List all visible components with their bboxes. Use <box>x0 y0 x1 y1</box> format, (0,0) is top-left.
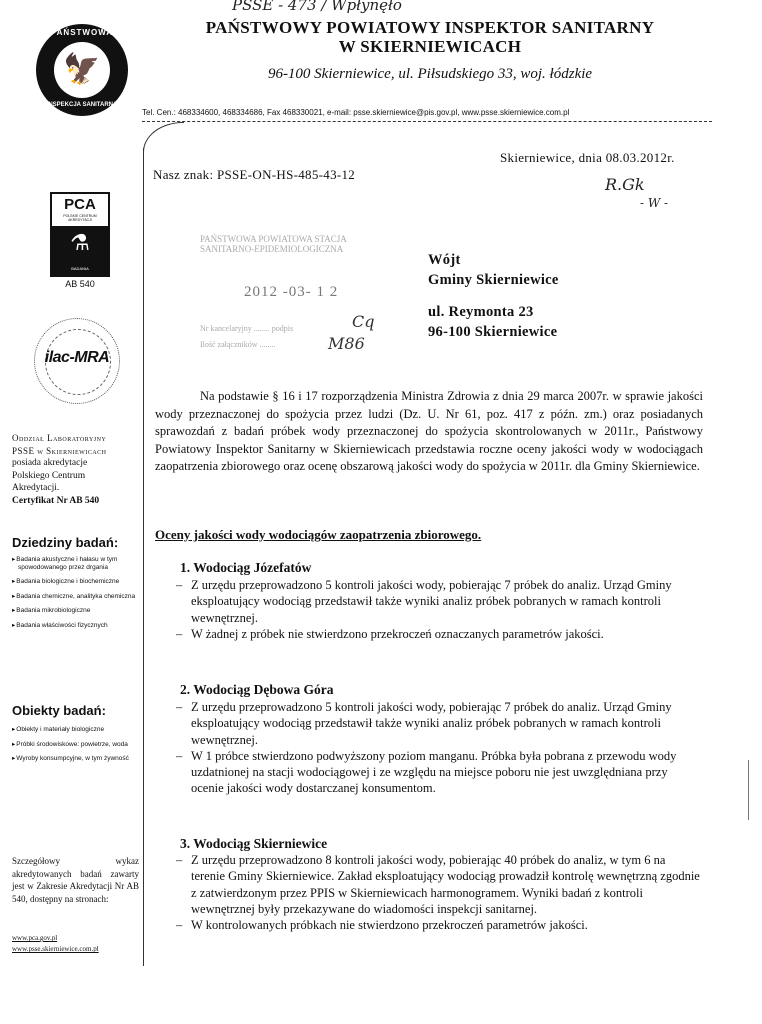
list-item-text: Z urzędu przeprowadzono 5 kontroli jakości wody, pobierając 7 próbek do analiz. Urząd Gminy eksploatujący wodociąg przedstawił także wyniki analiz próbek pobranych w ramach kontroli wewnętrznej. <box>191 700 672 747</box>
accreditation-links <box>12 933 139 955</box>
letter-reference: Nasz znak: PSSE-ON-HS-485-43-12 <box>153 167 356 182</box>
pca-badge <box>52 226 108 275</box>
list-item: – Z urzędu przeprowadzono 5 kontroli jakości wody, pobierając 7 próbek do analiz. Urząd Gminy eksploatujący wodociąg przedstawił także wyniki analiz próbek pobranych w ramach kontroli wewnętrznej. <box>176 700 672 747</box>
list-item-text: W żadnej z próbek nie stwierdzono przekroczeń oznaczanych parametrów jakości. <box>191 626 604 641</box>
list-item: – W kontrolowanych próbkach nie stwierdzono przekroczeń parametrów jakości. <box>176 918 588 933</box>
pca-title: PCA <box>64 196 96 213</box>
list-item: ▸ Próbki środowiskowe: powietrze, woda <box>12 741 137 749</box>
intro-paragraph: Na podstawie § 16 i 17 rozporządzenia Ministra Zdrowia z dnia 29 marca 2007r. w sprawie jakości wody przeznaczonej do spożycia przez ludzi (Dz. U. Nr 61, poz. 417 z późn. zm.) oraz posiadanych sprawozdań z badań próbek wody przeznaczonej do spożycia skontrolowanych w 2011r., Państwowy Powiatowy Inspektor Sanitarny w Skierniewicach przedstawia roczne oceny jakości wody w wodociągach zaopatrzenia zbiorowego oraz ocenę obszarową jakości wody do spożycia w 2011r. dla Gminy Skierniewice. <box>155 389 703 473</box>
section-title: 1. Wodociąg Józefatów <box>180 560 312 575</box>
letter-date: Skierniewice, dnia 08.03.2012r. <box>500 150 675 165</box>
list-item: – W żadnej z próbek nie stwierdzono przekroczeń oznaczanych parametrów jakości. <box>176 626 604 641</box>
institution-contact: Tel. Cen.: 468334600, 468334686, Fax 468330021, e-mail: psse.skierniewice@pis.gov.pl, www.psse.skierniewice.com.pl <box>142 108 570 117</box>
research-fields-heading: Dziedziny badań: <box>12 535 119 550</box>
seal-center <box>54 42 110 98</box>
header-divider <box>142 121 712 122</box>
list-item: ▸ Badania mikrobiologiczne <box>12 607 137 615</box>
section-heading: Oceny jakości wody wodociągów zaopatrzenia zbiorowego. <box>155 527 482 542</box>
list-item: ▸ Badania chemiczne, analityka chemiczna <box>12 593 137 601</box>
stamp-header: PAŃSTWOWA POWIATOWA STACJA SANITARNO-EPIDEMIOLOGICZNA <box>200 234 347 254</box>
list-item: ▸ Wyroby konsumpcyjne, w tym żywność <box>12 755 137 763</box>
psse-link[interactable]: www.psse.skierniewice.com.pl <box>12 945 99 953</box>
flask-icon: ⚗ <box>70 230 90 255</box>
pca-accreditation-logo <box>50 192 110 277</box>
stamp-date: 2012 -03- 1 2 <box>244 284 339 300</box>
recipient-line1: Wójt <box>428 252 461 268</box>
institution-address: 96-100 Skierniewice, ul. Piłsudskiego 33, woj. łódzkie <box>267 66 593 82</box>
stamp-line: Ilość załączników ........ <box>200 340 276 349</box>
section-body <box>172 699 702 797</box>
pca-link[interactable]: www.pca.gov.pl <box>12 934 58 942</box>
research-objects-list <box>12 726 137 770</box>
handwritten-mark: - W - <box>640 196 669 210</box>
pca-code: AB 540 <box>65 279 95 289</box>
lab-accreditation-note <box>12 432 137 507</box>
list-item: – W 1 próbce stwierdzono podwyższony poziom manganu. Próbka była pobrana z przewodu wody uzdatnionej na stacji wodociągowej i ze względu na miejsce poboru nie jest uwzględniana przy ocenie jakości wody dostarczanej konsumentom. <box>176 748 677 796</box>
research-objects-heading: Obiekty badań: <box>12 703 106 718</box>
list-item: ▸ Badania biologiczne i biochemiczne <box>12 578 137 586</box>
state-sanitary-inspection-seal <box>36 24 128 116</box>
pca-badania-label: BADANIA <box>71 266 89 271</box>
ilac-mra-logo <box>34 318 120 404</box>
section-body <box>172 577 702 642</box>
receipt-stamp <box>200 232 380 360</box>
handwritten-stamp-note: Cq <box>352 312 375 331</box>
section-title: 3. Wodociąg Skierniewice <box>180 836 328 851</box>
handwritten-registration-note: PSSE - 473 / Wpłynęło <box>232 0 402 14</box>
list-item: – Z urzędu przeprowadzono 5 kontroli jakości wody, pobierając 7 próbek do analiz. Urząd Gminy eksploatujący wodociąg przedstawił także wyniki analiz próbek pobranych w ramach kontroli wewnętrznej. <box>176 578 672 625</box>
institution-title-line1: PAŃSTWOWY POWIATOWY INSPEKTOR SANITARNY <box>205 18 655 37</box>
recipient-line2: Gminy Skierniewice <box>428 272 559 288</box>
recipient-line3: ul. Reymonta 23 <box>428 304 534 320</box>
ilac-text: ilac-MRA <box>44 349 110 366</box>
scan-margin-mark <box>748 760 749 820</box>
list-item-text: Z urzędu przeprowadzono 8 kontroli jakości wody, pobierając 40 próbek do analiz, w tym 6 na terenie Gminy Skierniewice. Zakład eksploatujący wodociąg prowadził kontrolę wewnętrzną zgodnie z zatwierdzonym przez PPIS w Skierniewicach harmonogramem. Wyniki badań z kontroli wewnętrznej były przekazywane do wiadomości inspekcji sanitarnej. <box>191 853 700 916</box>
list-item: – Z urzędu przeprowadzono 8 kontroli jakości wody, pobierając 40 próbek do analiz, w tym 6 na terenie Gminy Skierniewice. Zakład eksploatujący wodociąg prowadził kontrolę wewnętrzną zgodnie z zatwierdzonym przez PPIS w Skierniewicach harmonogramem. Wyniki badań z kontroli wewnętrznej były przekazywane do wiadomości inspekcji sanitarnej. <box>176 853 700 916</box>
lab-line2: PSSE w Skierniewicach <box>12 445 107 456</box>
accreditation-details: Szczegółowy wykaz akredytowanych badań zawarty jest w Zakresie Akredytacji Nr AB 540, dostępny na stronach: <box>12 856 139 904</box>
frame-corner <box>143 122 184 153</box>
eagle-icon: 🦅 <box>63 53 101 86</box>
handwritten-stamp-note: M86 <box>328 334 365 353</box>
list-item-text: W kontrolowanych próbkach nie stwierdzono przekroczeń parametrów jakości. <box>191 918 588 933</box>
seal-top-text: PAŃSTWOWA <box>50 28 114 37</box>
list-item: ▸ Obiekty i materiały biologiczne <box>12 726 137 734</box>
lab-line4: Polskiego Centrum <box>12 470 86 481</box>
handwritten-initials: R.Gk <box>605 175 645 194</box>
institution-title <box>150 18 710 56</box>
list-item: ▸ Badania właściwości fizycznych <box>12 622 137 630</box>
section-title: 2. Wodociąg Dębowa Góra <box>180 682 334 697</box>
seal-bottom-text: INSPEKCJA SANITARNA <box>46 102 118 108</box>
lab-certificate: Certyfikat Nr AB 540 <box>12 495 100 506</box>
stamp-line: Nr kancelaryjny ........ podpis <box>200 324 294 333</box>
section-body <box>172 852 702 933</box>
list-item: ▸ Badania akustyczne i hałasu w tym spowodowanego przez drgania <box>12 556 137 571</box>
pca-subtitle: POLSKIE CENTRUM AKREDYTACJI <box>63 214 97 222</box>
sidebar-divider <box>143 148 144 966</box>
recipient-address <box>428 250 559 342</box>
lab-line1: Oddział Laboratoryjny <box>12 433 107 443</box>
lab-line3: posiada akredytacje <box>12 458 88 468</box>
list-item-text: W 1 próbce stwierdzono podwyższony poziom manganu. Próbka była pobrana z przewodu wody uzdatnionej na stacji wodociągowej i ze względu na miejsce poboru nie jest uwzględniana przy ocenie jakości wody dostarczanej konsumentom. <box>191 748 677 796</box>
research-fields-list <box>12 556 137 636</box>
lab-line5: Akredytacji. <box>12 483 60 493</box>
recipient-line4: 96-100 Skierniewice <box>428 324 558 340</box>
institution-title-line2: W SKIERNIEWICACH <box>338 37 522 56</box>
list-item-text: Z urzędu przeprowadzono 5 kontroli jakości wody, pobierając 7 próbek do analiz. Urząd Gminy eksploatujący wodociąg przedstawił także wyniki analiz próbek pobranych w ramach kontroli wewnętrznej. <box>191 578 672 625</box>
